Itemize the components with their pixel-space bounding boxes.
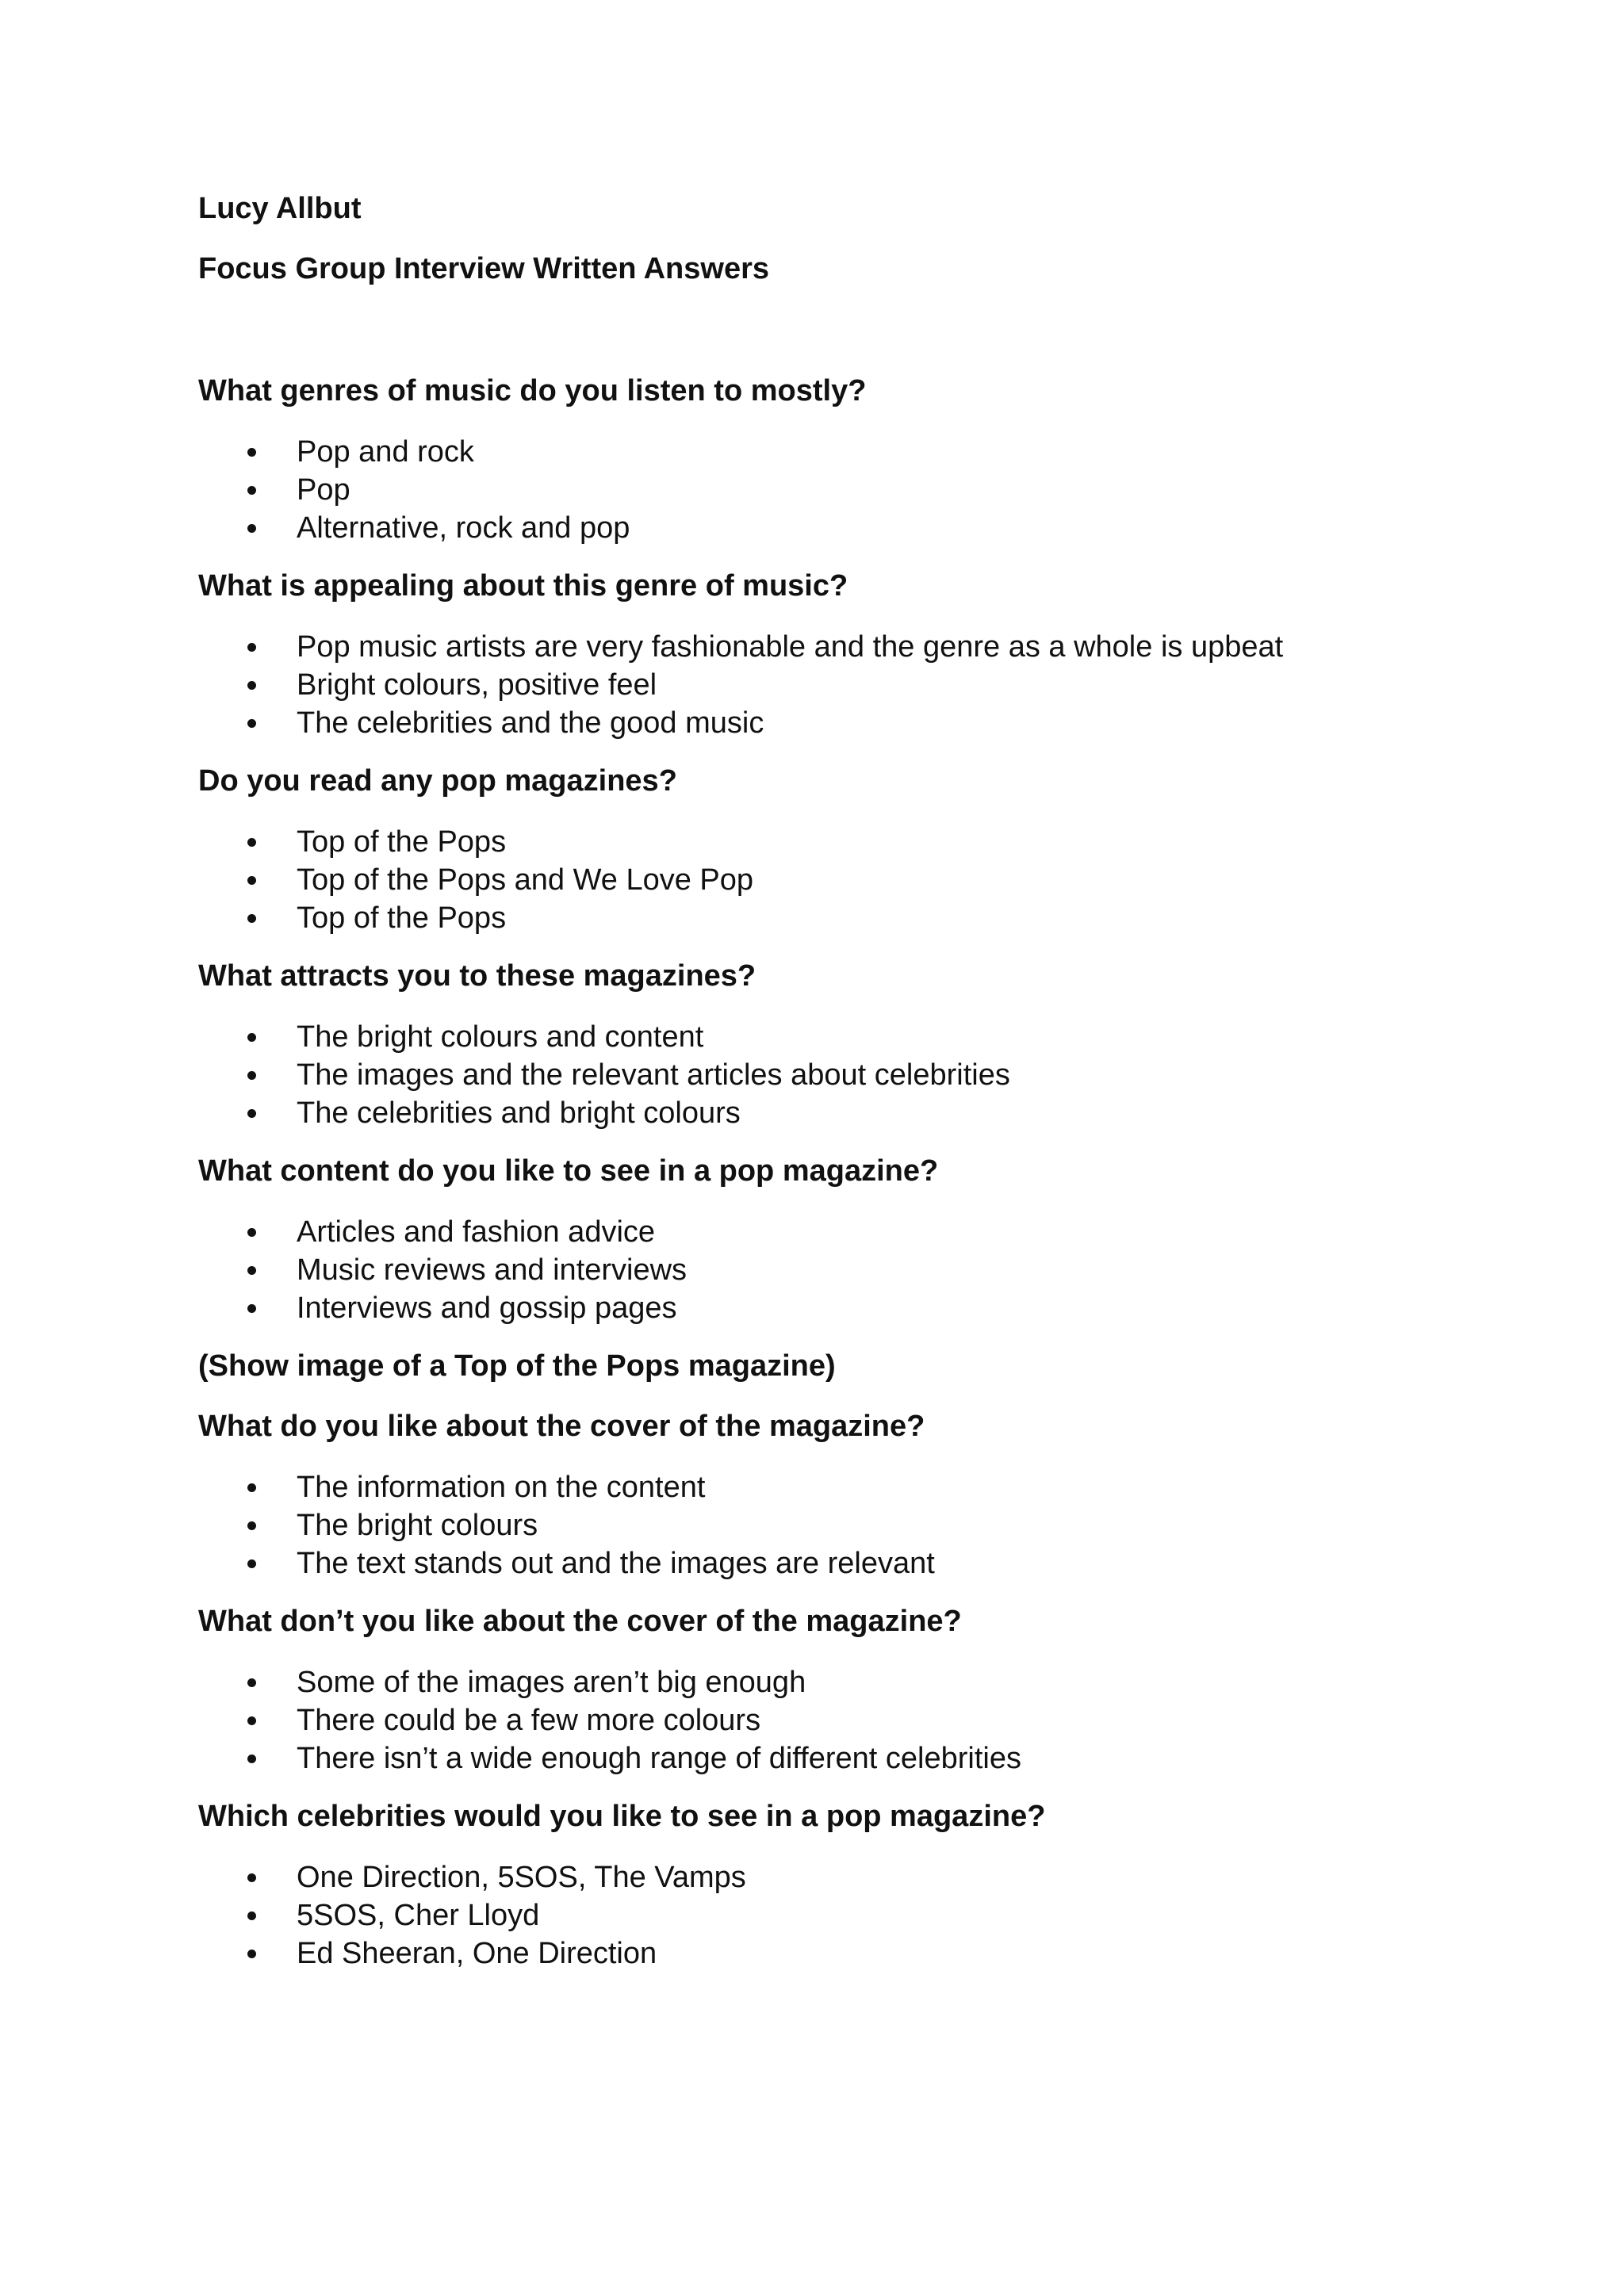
- answer-text: Top of the Pops: [297, 825, 507, 859]
- answer-list: [198, 1858, 1435, 1973]
- bullet-icon: [247, 838, 256, 847]
- answer-text: Pop music artists are very fashionable and the genre as a whole is upbeat: [297, 630, 1284, 664]
- question-heading: What do you like about the cover of the magazine?: [198, 1410, 925, 1443]
- answer-item: [198, 1506, 1435, 1544]
- bullet-icon: [247, 876, 256, 885]
- answer-text: There isn’t a wide enough range of different celebrities: [297, 1742, 1021, 1775]
- answer-item: [198, 628, 1435, 666]
- bullet-icon: [247, 1266, 256, 1275]
- answer-text: Top of the Pops and We Love Pop: [297, 863, 754, 897]
- answer-item: [198, 1739, 1435, 1777]
- answer-list: [198, 1018, 1435, 1132]
- answer-item: [198, 1663, 1435, 1701]
- question-heading: What genres of music do you listen to mostly?: [198, 374, 867, 408]
- answer-text: The celebrities and bright colours: [297, 1096, 741, 1130]
- answer-item: [198, 1701, 1435, 1739]
- bullet-icon: [247, 1678, 256, 1687]
- answer-text: There could be a few more colours: [297, 1704, 761, 1737]
- document-page: [198, 190, 1435, 1993]
- answer-item: [198, 1056, 1435, 1094]
- answer-list: [198, 1213, 1435, 1327]
- answer-text: Pop and rock: [297, 435, 474, 469]
- section-cover-dislikes: [198, 1603, 1435, 1777]
- answer-text: The information on the content: [297, 1471, 706, 1504]
- answer-item: [198, 1896, 1435, 1934]
- section-attractions: [198, 958, 1435, 1132]
- section-content: [198, 1153, 1435, 1327]
- answer-list: [198, 628, 1435, 742]
- answer-item: [198, 1468, 1435, 1506]
- answer-item: [198, 1934, 1435, 1973]
- question-heading: Which celebrities would you like to see in a pop magazine?: [198, 1800, 1046, 1833]
- answer-text: One Direction, 5SOS, The Vamps: [297, 1861, 746, 1894]
- answer-item: [198, 1018, 1435, 1056]
- answer-item: [198, 861, 1435, 899]
- question-heading: What content do you like to see in a pop magazine?: [198, 1154, 939, 1188]
- bullet-icon: [247, 1483, 256, 1492]
- bullet-icon: [247, 448, 256, 457]
- question-heading: What is appealing about this genre of music?: [198, 569, 848, 603]
- answer-item: [198, 1251, 1435, 1289]
- answer-item: [198, 666, 1435, 704]
- answer-text: Bright colours, positive feel: [297, 668, 657, 702]
- question-heading: What attracts you to these magazines?: [198, 959, 756, 993]
- answer-text: The bright colours: [297, 1509, 538, 1542]
- answer-text: Music reviews and interviews: [297, 1253, 688, 1287]
- answer-text: Some of the images aren’t big enough: [297, 1666, 806, 1699]
- answer-text: Ed Sheeran, One Direction: [297, 1937, 657, 1970]
- question-heading: Do you read any pop magazines?: [198, 764, 677, 798]
- bullet-icon: [247, 524, 256, 533]
- bullet-icon: [247, 1559, 256, 1568]
- answer-item: [198, 823, 1435, 861]
- bullet-icon: [247, 1033, 256, 1042]
- answer-item: [198, 1213, 1435, 1251]
- bullet-icon: [247, 1950, 256, 1958]
- answer-text: Articles and fashion advice: [297, 1215, 656, 1249]
- answer-item: [198, 1094, 1435, 1132]
- section-appeal: [198, 568, 1435, 742]
- answer-item: [198, 1289, 1435, 1327]
- answer-item: [198, 899, 1435, 937]
- answer-item: [198, 433, 1435, 471]
- answer-text: 5SOS, Cher Lloyd: [297, 1899, 540, 1932]
- answer-item: [198, 1858, 1435, 1896]
- author-name: Lucy Allbut: [198, 192, 362, 225]
- answer-text: Alternative, rock and pop: [297, 511, 630, 545]
- section-genres: [198, 373, 1435, 547]
- bullet-icon: [247, 1109, 256, 1118]
- answer-text: The bright colours and content: [297, 1020, 704, 1054]
- answer-list: [198, 1468, 1435, 1582]
- bullet-icon: [247, 681, 256, 690]
- answer-text: Interviews and gossip pages: [297, 1292, 677, 1325]
- bullet-icon: [247, 1911, 256, 1920]
- bullet-icon: [247, 719, 256, 728]
- bullet-icon: [247, 1304, 256, 1313]
- answer-item: [198, 1544, 1435, 1582]
- bullet-icon: [247, 1521, 256, 1530]
- answer-item: [198, 704, 1435, 742]
- answer-item: [198, 471, 1435, 509]
- bullet-icon: [247, 1755, 256, 1763]
- section-celebrities: [198, 1798, 1435, 1973]
- document-title: Focus Group Interview Written Answers: [198, 252, 770, 285]
- bullet-icon: [247, 914, 256, 923]
- answer-text: The celebrities and the good music: [297, 706, 764, 740]
- bullet-icon: [247, 1228, 256, 1237]
- bullet-icon: [247, 643, 256, 652]
- bullet-icon: [247, 1873, 256, 1882]
- answer-item: [198, 509, 1435, 547]
- section-magazines-read: [198, 763, 1435, 937]
- answer-text: The images and the relevant articles about celebrities: [297, 1058, 1010, 1092]
- answer-list: [198, 823, 1435, 937]
- answer-text: Top of the Pops: [297, 901, 507, 935]
- bullet-icon: [247, 486, 256, 495]
- answer-text: The text stands out and the images are relevant: [297, 1547, 935, 1580]
- bullet-icon: [247, 1716, 256, 1725]
- bullet-icon: [247, 1071, 256, 1080]
- answer-text: Pop: [297, 473, 350, 507]
- answer-list: [198, 1663, 1435, 1777]
- section-cover-likes: [198, 1348, 1435, 1582]
- question-heading: What don’t you like about the cover of the magazine?: [198, 1605, 962, 1638]
- interviewer-note: (Show image of a Top of the Pops magazine): [198, 1349, 836, 1383]
- answer-list: [198, 433, 1435, 547]
